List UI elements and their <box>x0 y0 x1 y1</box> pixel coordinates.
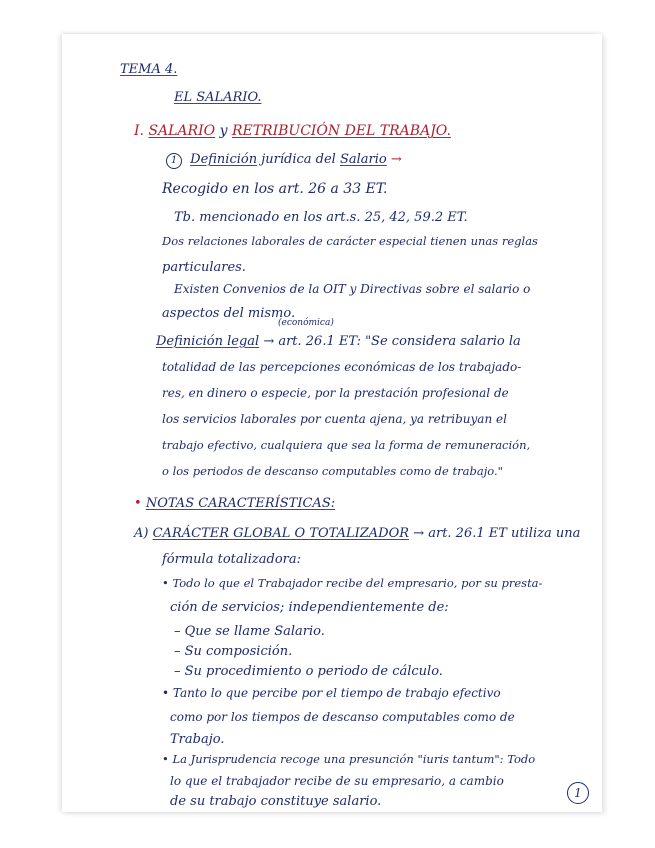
juris-line-1: • La Jurisprudencia recoge una presunción "iuris tantum": Todo <box>162 752 536 766</box>
bullet-icon: • <box>134 496 142 511</box>
caracter-global-rest: → art. 26.1 ET utiliza una <box>413 526 581 541</box>
legal-line-3: res, en dinero o especie, por la prestación profesional de <box>162 386 509 400</box>
section-1-heading <box>134 124 451 139</box>
juris-line-3: de su trabajo constituye salario. <box>170 794 382 809</box>
legal-line-2: totalidad de las percepciones económicas de los trabajado- <box>162 360 522 374</box>
section-1-a: SALARIO <box>148 123 216 139</box>
dos-line-2: particulares. <box>162 260 246 275</box>
section-1-b: RETRIBUCIÓN DEL TRABAJO. <box>231 123 451 139</box>
a-label: A) <box>134 526 149 541</box>
formula-line: fórmula totalizadora: <box>162 552 302 567</box>
salario-word: Salario <box>339 152 387 167</box>
recogido-line: Recogido en los art. 26 a 33 ET. <box>162 181 388 197</box>
section-1-y: y <box>219 123 228 139</box>
economica-note: (económica) <box>278 318 334 328</box>
definicion-legal-label: Definición legal <box>156 334 260 349</box>
todo-line-1: • Todo lo que el Trabajador recibe del empresario, por su presta- <box>162 576 543 590</box>
caracter-global-title: CARÁCTER GLOBAL O TOTALIZADOR <box>152 526 410 541</box>
tb-line: Tb. mencionado en los art.s. 25, 42, 59.2 ET. <box>174 210 468 225</box>
dash-line-3: – Su procedimiento o periodo de cálculo. <box>174 664 443 679</box>
definicion-legal-text: → art. 26.1 ET: "Se considera salario la <box>263 334 521 349</box>
definicion-juridica <box>166 152 402 169</box>
tema-heading: TEMA 4. <box>120 62 178 77</box>
todo-line-2: ción de servicios; independientemente de: <box>170 600 449 615</box>
notas-heading <box>134 496 335 511</box>
legal-line-5: trabajo efectivo, cualquiera que sea la forma de remuneración, <box>162 438 531 452</box>
definicion-word: Definición <box>190 152 258 167</box>
notebook-page <box>62 34 602 812</box>
existen-line-1: Existen Convenios de la OIT y Directivas sobre el salario o <box>174 282 531 296</box>
arrow-icon: → <box>390 152 402 167</box>
legal-line-4: los servicios laborales por cuenta ajena, ya retribuyan el <box>162 412 507 426</box>
titulo-heading: EL SALARIO. <box>174 90 262 105</box>
juridica-del: jurídica del <box>261 152 336 167</box>
section-1-number: I. <box>134 123 144 139</box>
circled-number: 1 <box>166 153 182 169</box>
dash-line-1: – Que se llame Salario. <box>174 624 325 639</box>
definicion-legal-line <box>156 334 521 349</box>
tanto-line-3: Trabajo. <box>170 732 225 747</box>
dash-line-2: – Su composición. <box>174 644 293 659</box>
tanto-line-2: como por los tiempos de descanso computables como de <box>170 710 515 724</box>
page-number: 1 <box>567 782 589 804</box>
tanto-line-1: • Tanto lo que percibe por el tiempo de trabajo efectivo <box>162 686 501 700</box>
dos-line-1: Dos relaciones laborales de carácter especial tienen unas reglas <box>162 234 538 248</box>
notas-title: NOTAS CARACTERÍSTICAS: <box>145 496 336 511</box>
juris-line-2: lo que el trabajador recibe de su empresario, a cambio <box>170 774 504 788</box>
caracter-global-line <box>134 526 580 541</box>
existen-line-2: aspectos del mismo. <box>162 306 296 321</box>
legal-line-6: o los periodos de descanso computables como de trabajo." <box>162 464 503 478</box>
